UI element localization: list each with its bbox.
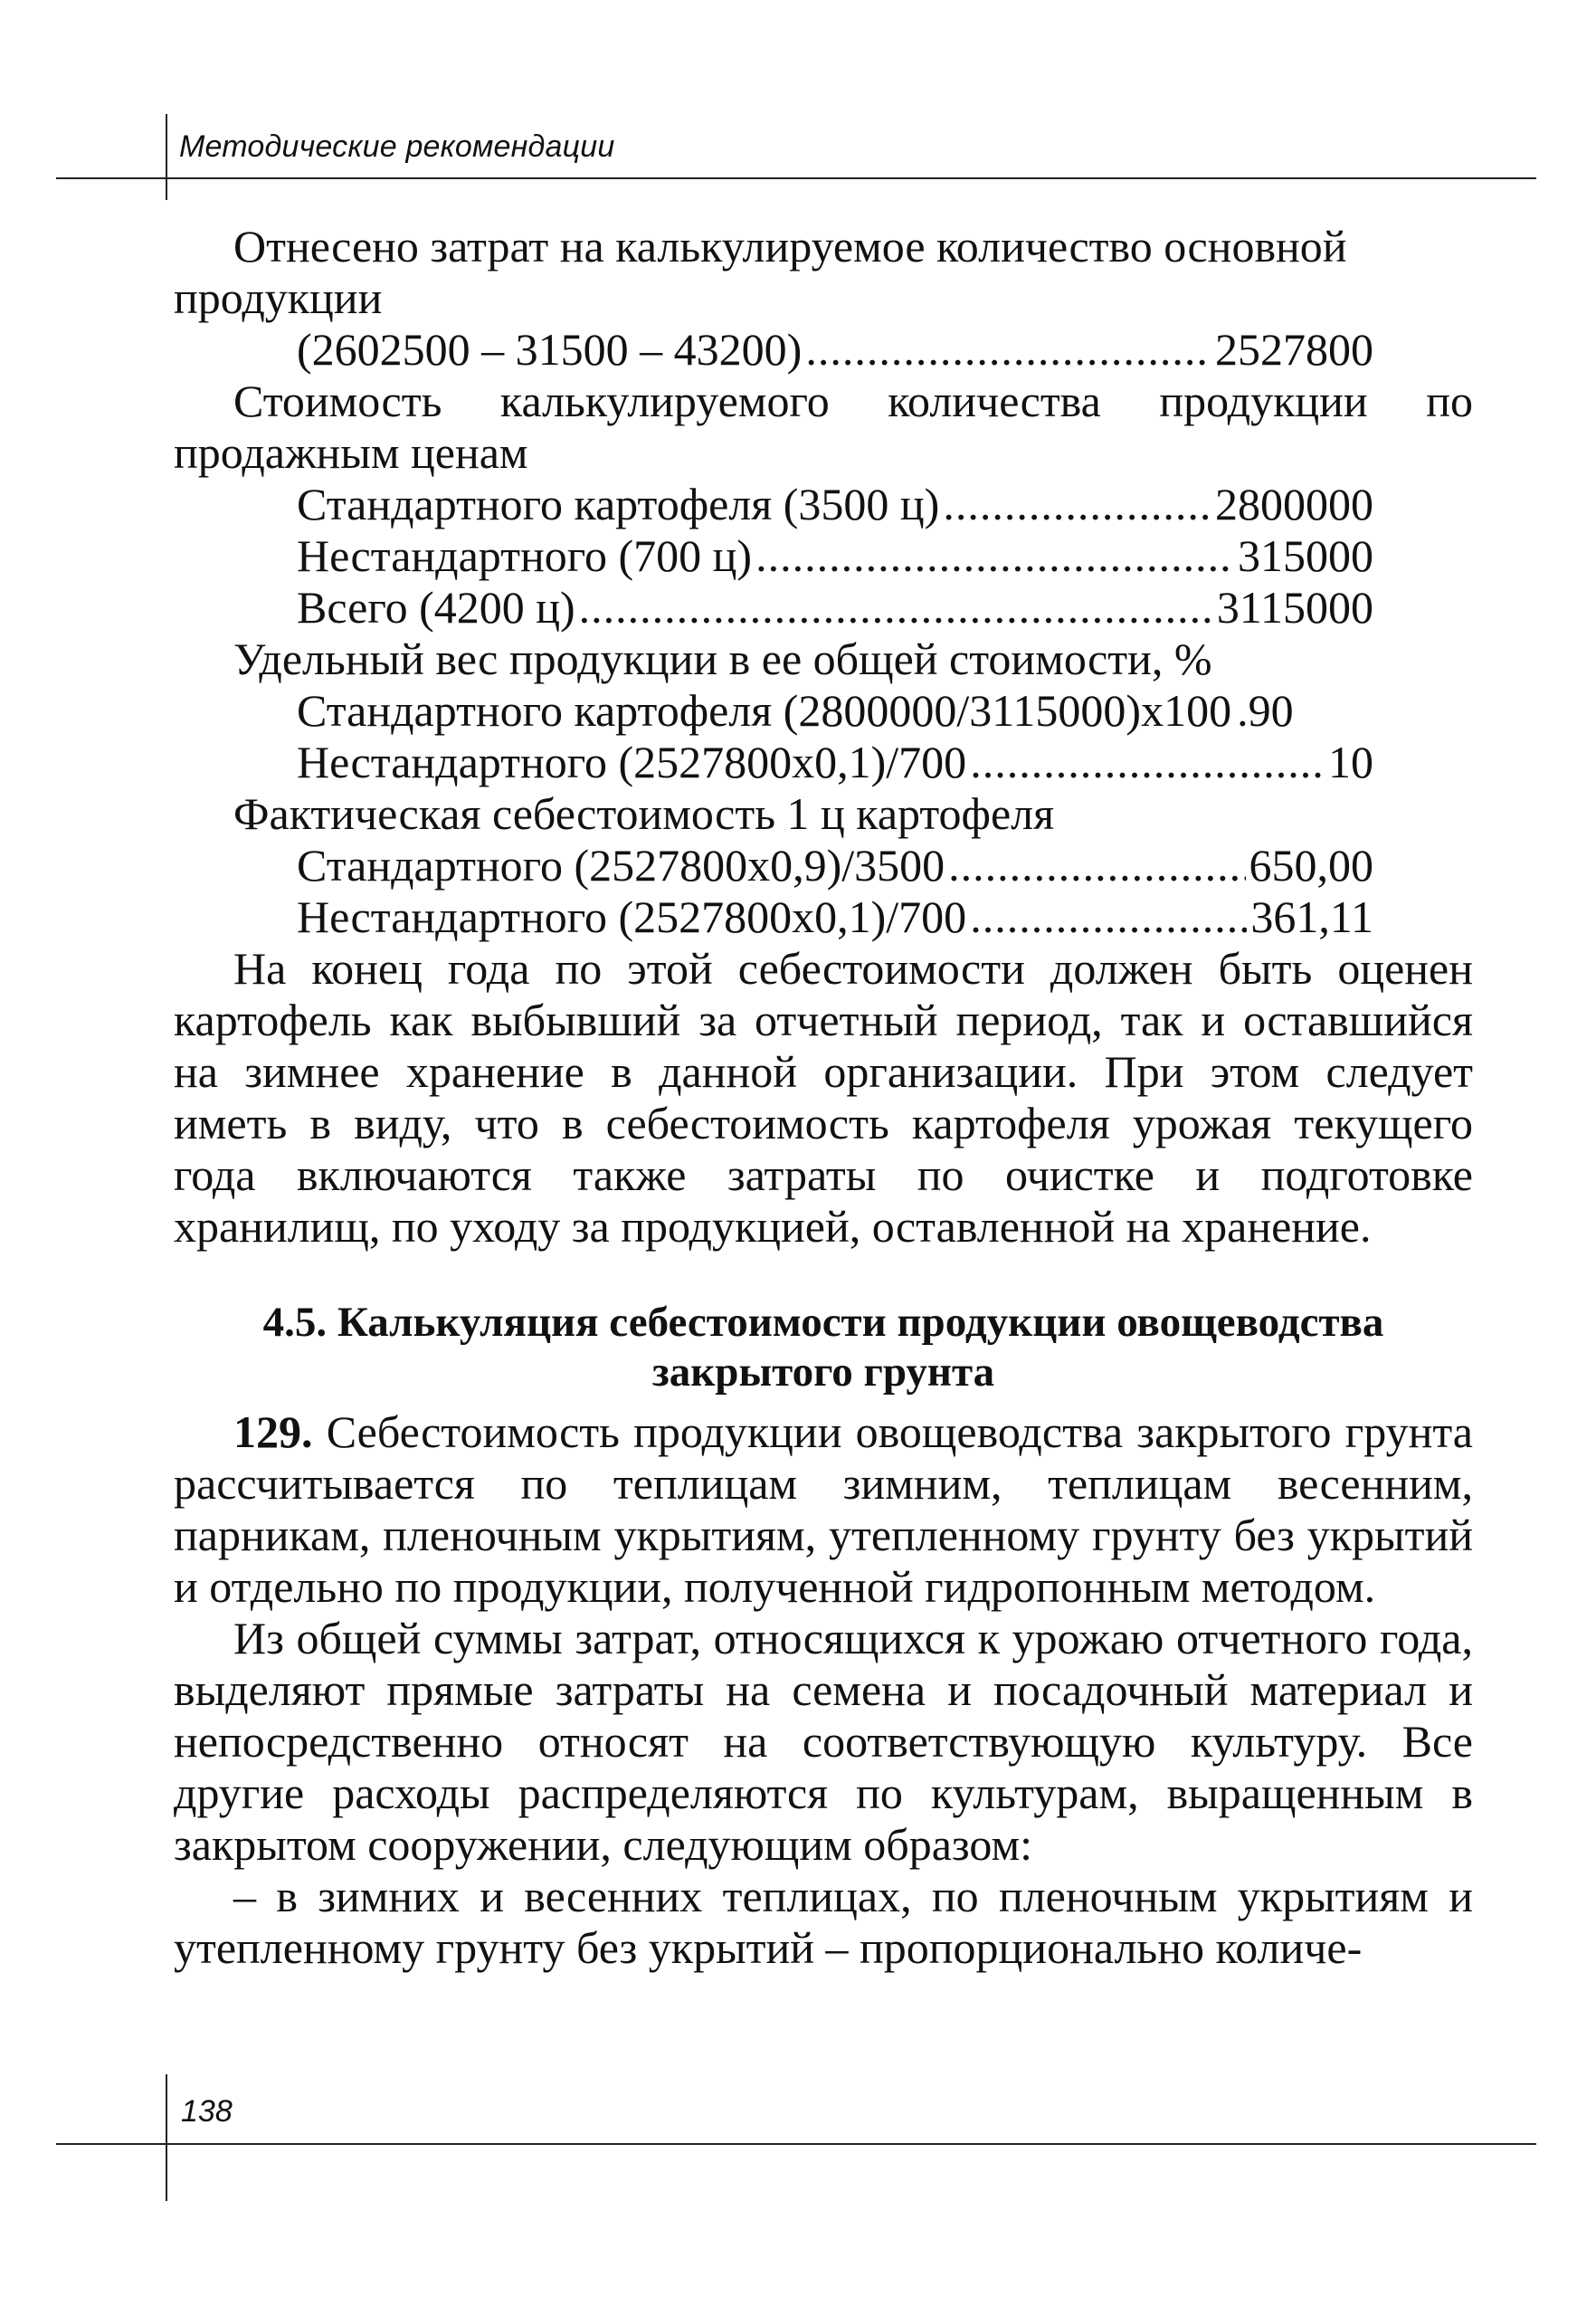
running-title: Методические рекомендации [179, 129, 615, 164]
footer-rule [56, 2143, 1536, 2145]
calc-line-share: Удельный вес продукции в ее общей стоимости, % [233, 634, 1212, 684]
cost-row [174, 891, 1473, 943]
share-label: Стандартного картофеля (2800000/3115000)х100 [297, 685, 1232, 736]
paragraph-year-end: На конец года по этой себестоимости должен быть оценен картофель как выбывший за отчетный период, так и оставшийся на зимнее хранение в данной организации. При этом следует иметь в виду, что в себестоимость картофеля урожая текущего года включаются также затраты по очистке и подготовке хранилищ, по уходу за продукцией, оставленной на хранение. [174, 943, 1473, 1252]
section-heading [174, 1298, 1473, 1397]
sale-row [174, 479, 1473, 530]
cost-value: 361,11 [1250, 891, 1373, 942]
cost-label: Нестандартного (2527800х0,1)/700 [297, 891, 967, 942]
page-body [174, 221, 1473, 1974]
footer-vertical-rule [166, 2074, 167, 2201]
calc-line-allocated: Отнесено затрат на калькулируемое количество основной продукции [174, 221, 1347, 323]
calc-formula-label: (2602500 – 31500 – 43200) [297, 324, 803, 375]
cost-row [174, 840, 1473, 891]
leader-dots [948, 840, 1245, 891]
calc-formula-value: 2527800 [1215, 324, 1373, 375]
leader-dots [943, 479, 1211, 530]
sale-label: Стандартного картофеля (3500 ц) [297, 479, 940, 529]
header-rule [56, 177, 1536, 179]
share-row [174, 685, 1473, 737]
sale-row [174, 582, 1473, 634]
calc-line-actual-cost: Фактическая себестоимость 1 ц картофеля [233, 788, 1055, 839]
calc-formula-row [174, 324, 1473, 376]
paragraph-129 [174, 1406, 1473, 1613]
paragraph-129-text: Себестоимость продукции овощеводства закрытого грунта рассчитывается по теплицам зимним, теплицам весенним, парникам, пленочным укрытиям, утепленному грунту без укрытий и отдельно по продукции, полученной гидропонным методом. [174, 1406, 1473, 1612]
leader-dots [579, 582, 1213, 634]
section-heading-line: закрытого грунта [651, 1348, 995, 1396]
sale-label: Нестандартного (700 ц) [297, 530, 753, 581]
page-number: 138 [181, 2094, 233, 2129]
share-value: .90 [1237, 685, 1294, 736]
section-heading-line: 4.5. Калькуляция себестоимости продукции овощеводства [262, 1299, 1384, 1346]
sale-value: 3115000 [1216, 582, 1373, 633]
sale-value: 315000 [1238, 530, 1373, 581]
leader-dots [805, 324, 1211, 376]
leader-dots [970, 737, 1325, 788]
paragraph-costs: Из общей суммы затрат, относящихся к урожаю отчетного года, выделяют прямые затраты на семена и посадочный материал и непосредственно относят на соответствующую культуру. Все другие расходы распределяются по культурам, выращенным в закрытом сооружении, следующим образом: [174, 1613, 1473, 1870]
header-vertical-rule [166, 114, 167, 200]
leader-dots [970, 891, 1247, 943]
share-label: Нестандартного (2527800х0,1)/700 [297, 737, 967, 787]
paragraph-greenhouses: – в зимних и весенних теплицах, по пленочным укрытиям и утепленному грунту без укрытий – пропорционально количе- [174, 1871, 1473, 1973]
leader-dots [755, 530, 1234, 582]
share-row [174, 737, 1473, 788]
calc-line-sale-value: Стоимость калькулируемого количества продукции по продажным ценам [174, 376, 1473, 478]
sale-row [174, 530, 1473, 582]
sale-label: Всего (4200 ц) [297, 582, 575, 633]
cost-value: 650,00 [1249, 840, 1373, 891]
sale-value: 2800000 [1215, 479, 1373, 529]
share-value: 10 [1328, 737, 1373, 787]
paragraph-number: 129. [233, 1406, 313, 1457]
cost-label: Стандартного (2527800х0,9)/3500 [297, 840, 945, 891]
